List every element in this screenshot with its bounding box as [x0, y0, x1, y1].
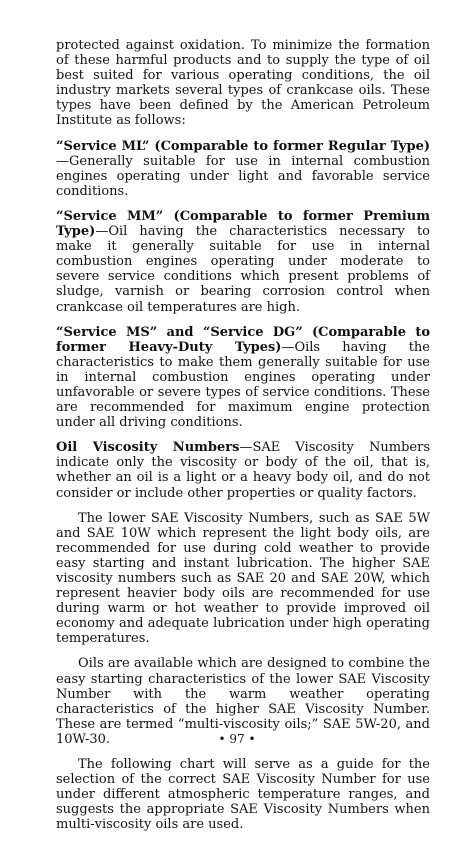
- page-number: • 97 •: [218, 732, 256, 746]
- paragraph-text: —SAE Viscosity Numbers indicate only the viscosity or body of the oil, that is, whether an oil is a light or a heavy body oil, and do not consider or include other properties or quality factors.: [56, 440, 430, 501]
- service-ms-dg-heading: “Service MS” and “Service DG” (Comparable to former Heavy-Duty Types): [56, 324, 430, 355]
- paragraph-text: The lower SAE Viscosity Numbers, such as SAE 5W and SAE 10W which represent the light body oils, are recommended for use during cold weather to provide easy starting and instant lubrication. The higher SAE viscosity numbers such as SAE 20 and SAE 20W, which represent heavier body oils are recommended for use during warm or hot weather to provide improved oil economy and adequate lubrication under high operating temperatures.: [56, 510, 430, 647]
- paragraph-text: —Generally suitable for use in internal combustion engines operating under light and favorable service conditions.: [56, 153, 430, 199]
- service-ml-heading: “Service ML” (Comparable to former Regular Type): [56, 138, 430, 154]
- paragraph-oil-viscosity-numbers: [56, 440, 430, 500]
- paragraph-text: —Oils having the characteristics to make them generally suitable for use in internal combustion engines operating under unfavorable or severe types of service conditions. These are recommended for maximum engine protection under all driving conditions.: [56, 339, 430, 431]
- paragraph-lower-sae-numbers: [56, 511, 430, 647]
- oil-viscosity-numbers-heading: Oil Viscosity Numbers: [56, 440, 240, 456]
- paragraph-text: —Oil having the characteristics necessary to make it generally suitable for use in internal combustion engines operating under moderate to severe service conditions which present problems of sludge, varnish or bearing corrosion control when crankcase oil temperatures are high.: [56, 224, 430, 315]
- paragraph-service-ms-dg: [56, 325, 430, 431]
- paragraph-service-ml: [56, 139, 430, 199]
- paragraph-text: Oils are available which are designed to combine the easy starting characteristics of the lower SAE Viscosity Number with the warm weather operating characteristics of the higher SAE Viscosity Number. These are termed “multi-viscosity oils;” SAE 5W-20, and 10W-30.: [56, 656, 430, 747]
- paragraph-text: The following chart will serve as a guide for the selection of the correct SAE Viscosity Number for use under different atmospheric temperature ranges, and suggests the appropriate SAE Viscosity Numbers when multi-viscosity oils are used.: [56, 757, 430, 833]
- paragraph-text: protected against oxidation. To minimize the formation of these harmful products and to supply the type of oil best suited for various operating conditions, the oil industry markets several types of crankcase oils. These types have been defined by the American Petroleum Institute as follows:: [56, 38, 430, 129]
- service-mm-heading: “Service MM” (Comparable to former Premium Type): [56, 208, 430, 240]
- paragraph-oxidation-intro: [56, 38, 430, 129]
- page-body: [56, 38, 430, 843]
- paragraph-service-mm: [56, 209, 430, 315]
- paragraph-chart-guide: [56, 757, 430, 832]
